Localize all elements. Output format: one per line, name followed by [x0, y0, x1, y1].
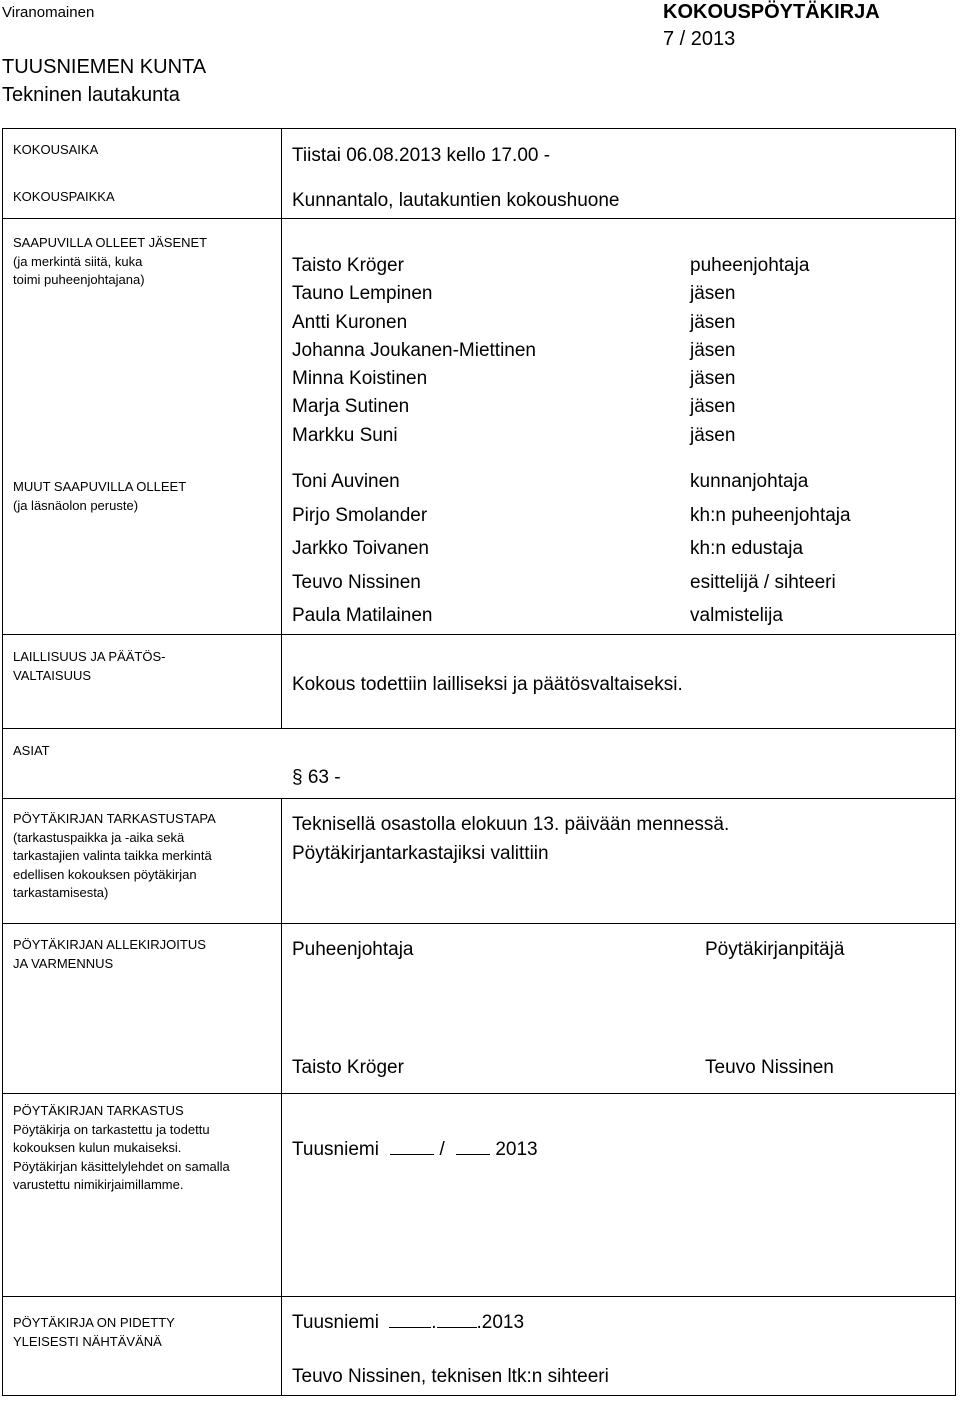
member-name: Marja Sutinen	[292, 396, 410, 418]
quorum-label: LAILLISUUS JA PÄÄTÖS- VALTAISUUS	[13, 649, 166, 683]
secretary-title: Pöytäkirjanpitäjä	[705, 939, 845, 960]
member-name: Tauno Lempinen	[292, 283, 433, 305]
row-divider	[2, 923, 956, 924]
other-role: valmistelija	[690, 605, 783, 626]
row-divider	[2, 728, 956, 729]
member-role: jäsen	[690, 424, 736, 446]
public-display-place: Tuusniemi	[292, 1312, 379, 1333]
row-divider	[2, 1093, 956, 1094]
other-name: Teuvo Nissinen	[292, 571, 421, 593]
status-label: Viranomainen	[2, 4, 95, 21]
row-divider	[2, 218, 956, 219]
meeting-time-value: Tiistai 06.08.2013 kello 17.00 -	[292, 145, 551, 166]
review-method-line2: Pöytäkirjantarkastajiksi valittiin	[292, 843, 549, 864]
member-role: jäsen	[690, 368, 736, 390]
inspection-year: 2013	[495, 1139, 538, 1160]
chair-title: Puheenjohtaja	[292, 939, 414, 960]
member-role: jäsen	[690, 339, 736, 361]
others-roles	[690, 465, 851, 633]
day-blank	[389, 1311, 431, 1328]
member-role: jäsen	[690, 311, 736, 333]
month-blank	[456, 1138, 490, 1155]
member-role: puheenjohtaja	[690, 255, 810, 276]
day-blank	[390, 1138, 434, 1155]
public-display-signer: Teuvo Nissinen, teknisen ltk:n sihteeri	[292, 1366, 609, 1387]
inspection-date-line	[292, 1138, 538, 1161]
inspection-place: Tuusniemi	[292, 1139, 379, 1160]
other-role: kh:n puheenjohtaja	[690, 504, 851, 526]
member-role: jäsen	[690, 283, 736, 305]
document-type: KOKOUSPÖYTÄKIRJA	[663, 1, 880, 23]
others-names	[292, 465, 432, 633]
other-role: kh:n edustaja	[690, 538, 804, 559]
member-role: jäsen	[690, 396, 736, 418]
public-display-year: .2013	[476, 1312, 525, 1333]
row-divider	[2, 1296, 956, 1297]
inspection-label: PÖYTÄKIRJAN TARKASTUS Pöytäkirja on tarkastettu ja todettu kokouksen kulun mukaiseksi. Pöytäkirjan käsittelylehdet on samalla varustettu nimikirjaimillamme.	[13, 1103, 230, 1192]
other-role: esittelijä / sihteeri	[690, 571, 836, 593]
other-name: Toni Auvinen	[292, 471, 400, 492]
column-divider	[281, 798, 282, 1396]
meeting-number: 7 / 2013	[663, 28, 736, 50]
other-role: kunnanjohtaja	[690, 471, 809, 492]
meeting-place-value: Kunnantalo, lautakuntien kokoushuone	[292, 190, 620, 211]
member-name: Antti Kuronen	[292, 311, 408, 333]
review-method-label: PÖYTÄKIRJAN TARKASTUSTAPA (tarkastuspaikka ja -aika sekä tarkastajien valinta taikka merkintä edellisen kokouksen pöytäkirjan tarkastamisesta)	[13, 811, 216, 900]
month-blank	[437, 1311, 477, 1328]
review-method-line1: Teknisellä osastolla elokuun 13. päivään mennessä.	[292, 814, 730, 835]
chair-name: Taisto Kröger	[292, 1057, 404, 1078]
public-display-date-line: Tuusniemi . .2013	[292, 1312, 525, 1333]
others-label: MUUT SAAPUVILLA OLLEET (ja läsnäolon peruste)	[13, 479, 187, 513]
agenda-label: ASIAT	[13, 743, 50, 758]
member-name: Minna Koistinen	[292, 368, 428, 390]
members-label: SAAPUVILLA OLLEET JÄSENET (ja merkintä siitä, kuka toimi puheenjohtajana)	[13, 235, 208, 287]
quorum-value: Kokous todettiin lailliseksi ja päätösvaltaiseksi.	[292, 674, 683, 695]
member-name: Johanna Joukanen-Miettinen	[292, 339, 537, 361]
other-name: Paula Matilainen	[292, 605, 433, 626]
secretary-name: Teuvo Nissinen	[705, 1057, 834, 1078]
meeting-time-label: KOKOUSAIKA	[13, 142, 99, 157]
member-roles	[690, 252, 809, 450]
member-names	[292, 252, 536, 450]
municipality-name: TUUSNIEMEN KUNTA	[2, 56, 207, 78]
row-divider	[2, 798, 956, 799]
meeting-place-label: KOKOUSPAIKKA	[13, 189, 115, 204]
other-name: Jarkko Toivanen	[292, 538, 429, 559]
public-display-label: PÖYTÄKIRJA ON PIDETTY YLEISESTI NÄHTÄVÄNÄ	[13, 1315, 175, 1349]
signatures-label: PÖYTÄKIRJAN ALLEKIRJOITUS JA VARMENNUS	[13, 937, 206, 971]
agenda-value: § 63 -	[292, 767, 341, 788]
other-name: Pirjo Smolander	[292, 504, 428, 526]
member-name: Markku Suni	[292, 424, 398, 446]
date-separator: /	[439, 1139, 445, 1160]
member-name: Taisto Kröger	[292, 255, 404, 276]
row-divider	[2, 634, 956, 635]
board-name: Tekninen lautakunta	[2, 84, 180, 106]
